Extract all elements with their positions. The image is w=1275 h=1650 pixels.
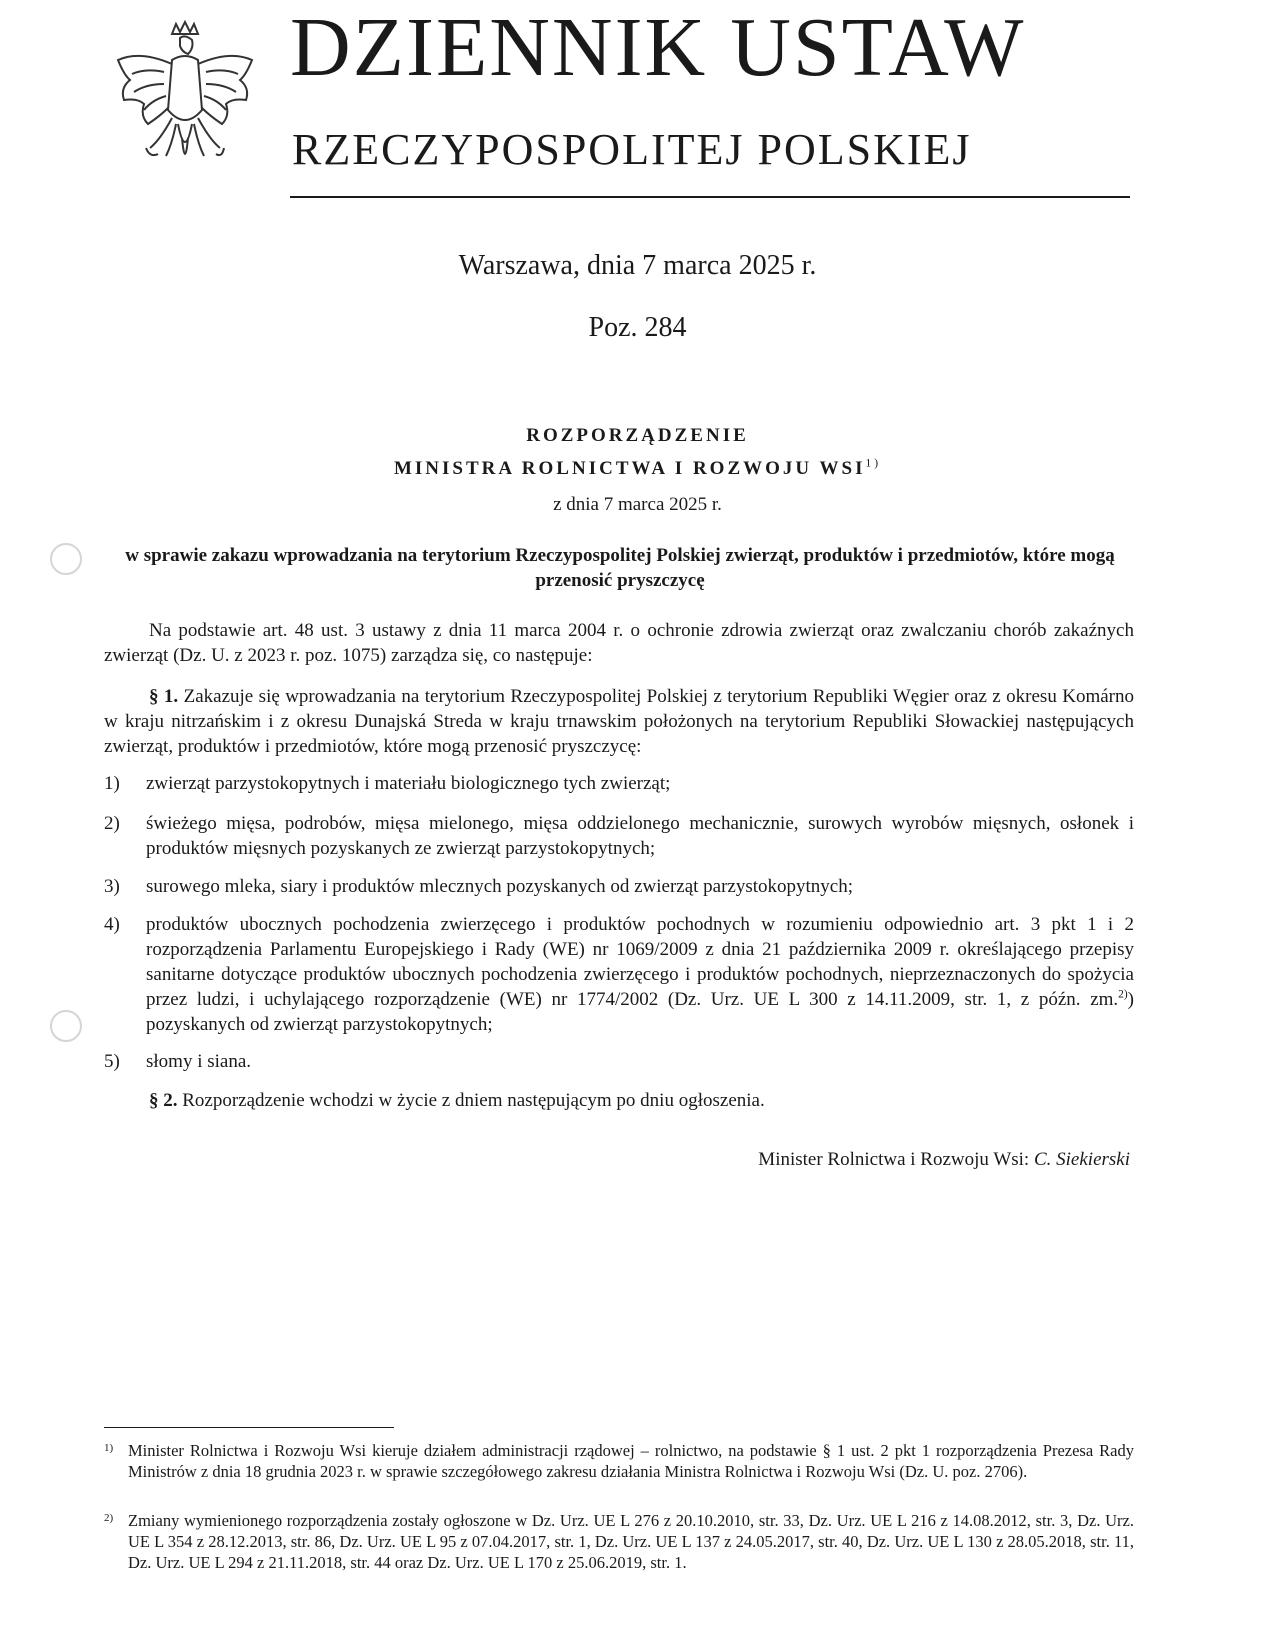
list-item-number: 5): [104, 1051, 120, 1072]
issue-position: Poz. 284: [588, 312, 687, 343]
preamble: Na podstawie art. 48 ust. 3 ustawy z dnia 11 marca 2004 r. o ochronie zdrowia zwierząt oraz zwalczaniu chorób zakaźnych zwierząt (Dz. U. z 2023 r. poz. 1075) zarządza się, co następuje:: [104, 620, 1134, 666]
signature-name: C. Siekierski: [1033, 1149, 1130, 1170]
footnote-mark: 1): [104, 1442, 114, 1454]
masthead-title: DZIENNIK USTAW: [290, 1, 1026, 94]
section-1-text: Zakazuje się wprowadzania na terytorium Rzeczypospolitej Polskiej z terytorium Republiki Węgier oraz z okresu Komárno w kraju nitrzańskim i z okresu Dunajská Streda w kraju trnawskim położonych na terytorium Republiki Słowackiej następujących zwierząt, produktów i przedmiotów, które mogą przenosić pryszczycę:: [104, 686, 1135, 757]
section-2-mark: § 2.: [149, 1090, 178, 1111]
signature-title: Minister Rolnictwa i Rozwoju Wsi:: [758, 1149, 1030, 1170]
list-item-number: 2): [104, 813, 120, 834]
footnote-text: Zmiany wymienionego rozporządzenia zostały ogłoszone w Dz. Urz. UE L 276 z 20.10.2010, str. 33, Dz. Urz. UE L 216 z 14.08.2012, str. 3, Dz. Urz. UE L 354 z 28.12.2013, str. 86, Dz. Urz. UE L 95 z 07.04.2017, str. 1, Dz. Urz. UE L 137 z 24.05.2017, str. 40, Dz. Urz. UE L 130 z 28.05.2018, str. 11, Dz. Urz. UE L 294 z 21.11.2018, str. 44 oraz Dz. Urz. UE L 170 z 25.06.2019, str. 1.: [128, 1511, 1134, 1572]
issuer-text: MINISTRA ROLNICTWA I ROZWOJU WSI: [393, 458, 866, 479]
section-1: [104, 684, 1134, 759]
masthead-divider: [290, 196, 1130, 198]
list-item-number: 3): [104, 876, 120, 897]
list-item-text: świeżego mięsa, podrobów, mięsa mielonego, mięsa oddzielonego mechanicznie, surowych wyrobów mięsnych, osłonek i produktów mięsnych pozyskanych ze zwierząt parzystokopytnych;: [146, 813, 1134, 859]
list-item-number: 4): [104, 914, 120, 935]
white-eagle-emblem-icon: [110, 20, 260, 180]
punch-hole-mark: [50, 543, 82, 575]
section-2-text: Rozporządzenie wchodzi w życie z dniem następującym po dniu ogłoszenia.: [182, 1090, 765, 1111]
item-footnote-ref[interactable]: 2): [1118, 988, 1128, 1001]
issue-date: Warszawa, dnia 7 marca 2025 r.: [458, 250, 817, 281]
footnote-text: Minister Rolnictwa i Rozwoju Wsi kieruje działem administracji rządowej – rolnictwo, na podstawie § 1 ust. 2 pkt 1 rozporządzenia Prezesa Rady Ministrów z dnia 18 grudnia 2023 r. w sprawie szczegółowego zakresu działania Ministra Rolnictwa i Rozwoju Wsi (Dz. U. poz. 2706).: [128, 1441, 1134, 1481]
signature: [600, 1149, 1130, 1171]
issuer-footnote-ref[interactable]: 1): [865, 457, 881, 470]
list-item-text: surowego mleka, siary i produktów mlecznych pozyskanych od zwierząt parzystokopytnych;: [146, 876, 854, 897]
footnote-divider: [104, 1427, 394, 1428]
regulation-date: z dnia 7 marca 2025 r.: [553, 494, 722, 515]
footnote-mark: 2): [104, 1512, 114, 1524]
regulation-type: ROZPORZĄDZENIE: [526, 425, 749, 446]
regulation-issuer: [0, 458, 1275, 480]
section-1-mark: § 1.: [149, 686, 179, 707]
masthead-subtitle: RZECZYPOSPOLITEJ POLSKIEJ: [292, 125, 972, 174]
list-item-text-part: ) pozyskanych od zwierząt parzystokopytnych;: [146, 989, 1134, 1035]
list-item-text: [146, 912, 1134, 1037]
list-item-number: 1): [104, 773, 120, 794]
list-item-text: zwierząt parzystokopytnych i materiału biologicznego tych zwierząt;: [146, 773, 671, 794]
section-2: [104, 1088, 1134, 1113]
list-item-text-part: produktów ubocznych pochodzenia zwierzęcego i produktów pochodnych w rozumieniu odpowiednio art. 3 pkt 1 i 2 rozporządzenia Parlamentu Europejskiego i Rady (WE) nr 1069/2009 z dnia 21 października 2009 r. określającego przepisy sanitarne dotyczące produktów ubocznych pochodzenia zwierzęcego i produktów pochodnych, nieprzeznaczonych do spożycia przez ludzi, i uchylającego rozporządzenie (WE) nr 1774/2002 (Dz. Urz. UE L 300 z 14.11.2009, str. 1, z późn. zm.: [146, 914, 1134, 1010]
list-item-text: słomy i siana.: [146, 1051, 252, 1072]
regulation-subject: w sprawie zakazu wprowadzania na terytorium Rzeczypospolitej Polskiej zwierząt, produktów i przedmiotów, które mogą przenosić pryszczycę: [125, 545, 1115, 591]
punch-hole-mark: [50, 1010, 82, 1042]
